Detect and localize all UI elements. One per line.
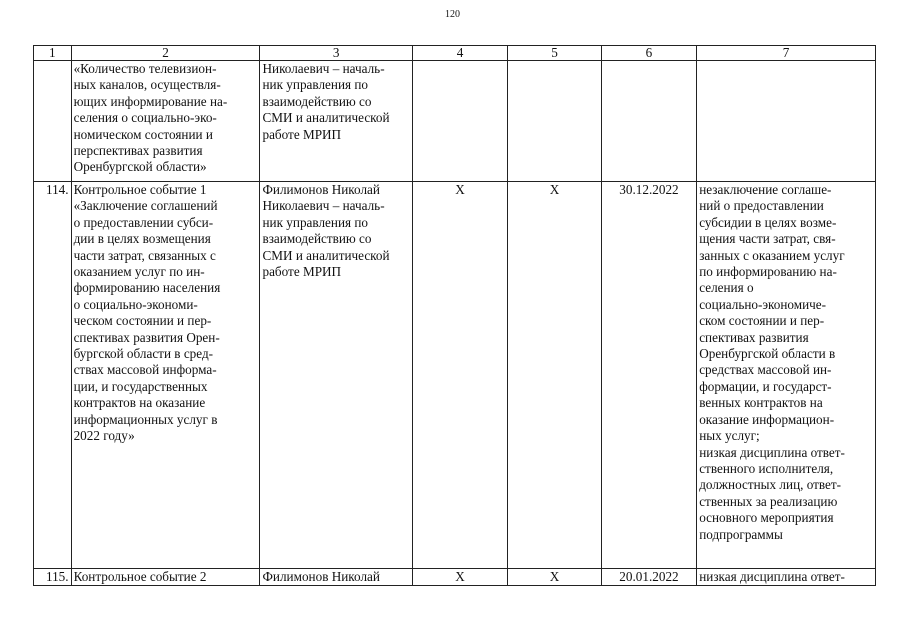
header-row <box>34 46 876 61</box>
row-number: 114. <box>34 182 72 569</box>
event-text: «Количество телевизион- ных каналов, осуществля- ющих информирование на- селения о социально-эко- номическом состоянии и перспективах развития Оренбургской области» <box>73 61 228 175</box>
header-col-6: 6 <box>601 46 696 61</box>
event-cell <box>71 569 260 586</box>
consequences-text: незаключение соглаше- ний о предоставлении субсидии в целях возме- щения части затрат, свя- занных с оказанием услуг по информированию на- селения о социально-экономиче- ском состоянии и пер- спективах развития Оренбургской области в средствах массовой ин- формации, и государст- венных контрактов на оказание информацион- ных услуг; низкая дисциплина ответ- ственного исполнителя, должностных лиц, ответ- ственных за реализацию основного мероприятия подпрограммы <box>699 182 845 542</box>
event-cell <box>71 182 260 569</box>
event-text: Контрольное событие 1 «Заключение соглашений о предоставлении субси- дии в целях возмещения части затрат, связанных с оказанием услуг по ин- формированию населения о социально-экономи- ческом состоянии и пер- спективах развития Орен- бургской области в сред- ствах массовой информа- ции, и государственных контрактов на оказание информационных услуг в 2022 году» <box>73 182 221 444</box>
responsible-cell <box>260 61 412 182</box>
row-number <box>34 61 72 182</box>
responsible-text: Николаевич – началь- ник управления по взаимодействию со СМИ и аналитической работе МРИП <box>262 61 390 142</box>
header-col-2: 2 <box>71 46 260 61</box>
col4-cell: Х <box>412 569 507 586</box>
consequences-cell <box>697 569 876 586</box>
date-cell: 30.12.2022 <box>601 182 696 569</box>
responsible-text: Филимонов Николай <box>262 569 380 584</box>
col5-cell: Х <box>508 569 601 586</box>
date-cell <box>601 61 696 182</box>
col5-cell: Х <box>508 182 601 569</box>
consequences-cell <box>697 61 876 182</box>
consequences-text: низкая дисциплина ответ- <box>699 569 845 584</box>
page-number: 120 <box>445 9 460 20</box>
plan-table <box>33 45 876 586</box>
row-number: 115. <box>34 569 72 586</box>
col5-cell <box>508 61 601 182</box>
consequences-cell <box>697 182 876 569</box>
table-row <box>34 61 876 182</box>
header-col-5: 5 <box>508 46 601 61</box>
event-cell <box>71 61 260 182</box>
date-cell: 20.01.2022 <box>601 569 696 586</box>
header-col-1: 1 <box>34 46 72 61</box>
header-col-7: 7 <box>697 46 876 61</box>
event-text: Контрольное событие 2 <box>73 569 207 584</box>
header-col-4: 4 <box>412 46 507 61</box>
table-row <box>34 182 876 569</box>
responsible-cell <box>260 182 412 569</box>
table-row <box>34 569 876 586</box>
col4-cell: Х <box>412 182 507 569</box>
responsible-text: Филимонов Николай Николаевич – началь- ник управления по взаимодействию со СМИ и аналитической работе МРИП <box>262 182 390 280</box>
responsible-cell <box>260 569 412 586</box>
header-col-3: 3 <box>260 46 412 61</box>
col4-cell <box>412 61 507 182</box>
